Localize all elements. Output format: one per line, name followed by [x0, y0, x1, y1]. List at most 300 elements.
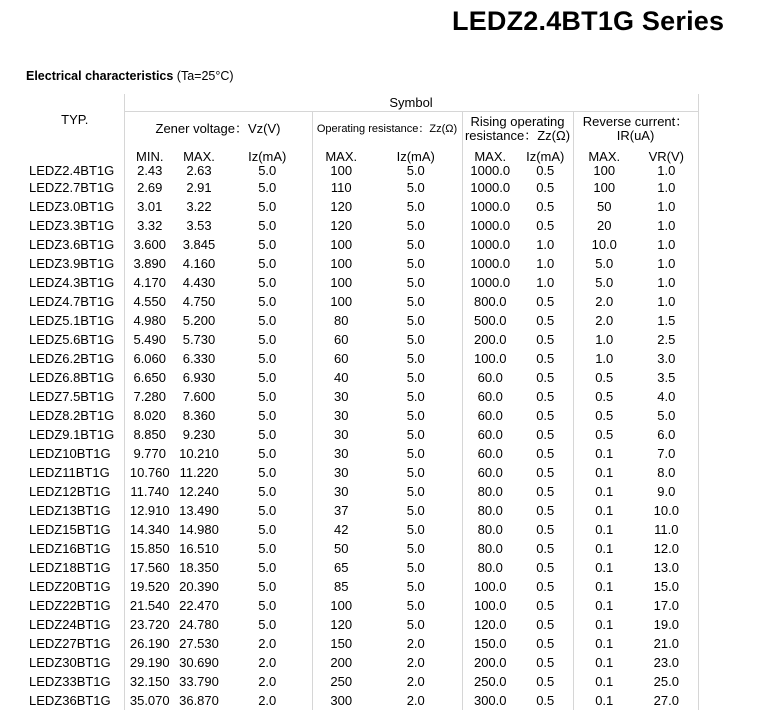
- cell-vz-max: 8.360: [182, 407, 216, 423]
- cell-vz-min: 9.770: [124, 444, 175, 463]
- cell-part-number: LEDZ3.3BT1G: [29, 217, 115, 233]
- cell-zz-max: 30: [312, 444, 370, 463]
- cell-vz-iz: 5.0: [258, 350, 277, 366]
- cell-vz-min: 26.190: [124, 634, 175, 653]
- cell-vz-max: 6.930: [182, 369, 216, 385]
- cell-rising-iz: 0.5: [536, 692, 555, 708]
- cell-vz-iz: 5.0: [258, 445, 277, 461]
- header-zener-voltage: Zener voltage：Vz(V): [124, 112, 312, 147]
- table-row: [26, 520, 698, 539]
- cell-vz-max: 2.91: [186, 179, 212, 195]
- cell-rising-zz-max: 80.0: [462, 558, 518, 577]
- cell-ir-max: 100: [573, 164, 635, 178]
- header-rising-operating-resistance: [462, 112, 573, 147]
- cell-vr: 25.0: [635, 672, 698, 691]
- cell-vr: 8.0: [635, 463, 698, 482]
- cell-zz-max: 100: [312, 292, 370, 311]
- cell-part-number: LEDZ5.6BT1G: [29, 331, 115, 347]
- cell-vz-min: 3.600: [124, 235, 175, 254]
- cell-zz-iz: 5.0: [406, 578, 425, 594]
- cell-rising-iz: 0.5: [536, 483, 555, 499]
- cell-vz-max: 18.350: [179, 559, 219, 575]
- cell-rising-iz: 0.5: [536, 673, 555, 689]
- cell-part-number: LEDZ22BT1G: [29, 597, 111, 613]
- cell-ir-max: 0.5: [573, 368, 635, 387]
- cell-vz-iz: 5.0: [258, 236, 277, 252]
- subheader-ir-max: MAX.: [573, 147, 635, 164]
- cell-vz-max: 22.470: [179, 597, 219, 613]
- cell-rising-iz: 0.5: [536, 464, 555, 480]
- cell-rising-iz: 0.5: [536, 445, 555, 461]
- cell-rising-iz: 0.5: [536, 312, 555, 328]
- cell-rising-zz-max: 80.0: [462, 501, 518, 520]
- cell-rising-iz: 0.5: [536, 293, 555, 309]
- cell-ir-max: 100: [573, 178, 635, 197]
- table-row: [26, 444, 698, 463]
- cell-zz-max: 200: [312, 653, 370, 672]
- table-row: [26, 577, 698, 596]
- cell-zz-iz: 5.0: [406, 483, 425, 499]
- cell-rising-iz: 1.0: [536, 255, 555, 271]
- cell-zz-max: 100: [312, 273, 370, 292]
- header-operating-resistance: Operating resistance：Zz(Ω): [312, 112, 462, 147]
- cell-rising-iz: 0.5: [536, 426, 555, 442]
- header-reverse-line2: IR(uA): [616, 128, 655, 144]
- header-typ: TYP.: [61, 112, 89, 128]
- cell-zz-iz: 5.0: [406, 236, 425, 252]
- cell-part-number: LEDZ4.7BT1G: [29, 293, 115, 309]
- table-row: [26, 330, 698, 349]
- cell-vz-max: 4.160: [182, 255, 216, 271]
- cell-rising-iz: 0.5: [536, 559, 555, 575]
- cell-vz-iz: 5.0: [258, 540, 277, 556]
- cell-rising-zz-max: 60.0: [462, 368, 518, 387]
- table-row: [26, 197, 698, 216]
- cell-part-number: LEDZ33BT1G: [29, 673, 111, 689]
- cell-ir-max: 2.0: [573, 311, 635, 330]
- cell-vz-iz: 5.0: [258, 616, 277, 632]
- cell-vz-min: 10.760: [124, 463, 175, 482]
- cell-vz-max: 27.530: [179, 635, 219, 651]
- cell-part-number: LEDZ27BT1G: [29, 635, 111, 651]
- cell-vz-max: 10.210: [179, 445, 219, 461]
- cell-zz-max: 110: [312, 178, 370, 197]
- cell-vz-iz: 5.0: [258, 521, 277, 537]
- cell-rising-zz-max: 1000.0: [462, 178, 518, 197]
- cell-vz-min: 4.170: [124, 273, 175, 292]
- cell-ir-max: 1.0: [573, 330, 635, 349]
- table-row: [26, 539, 698, 558]
- cell-vr: 4.0: [635, 387, 698, 406]
- cell-rising-zz-max: 80.0: [462, 520, 518, 539]
- cell-vz-iz: 5.0: [258, 255, 277, 271]
- header-rising-line1: Rising operating: [470, 114, 565, 130]
- cell-rising-zz-max: 200.0: [462, 330, 518, 349]
- cell-rising-zz-max: 150.0: [462, 634, 518, 653]
- cell-vr: 23.0: [635, 653, 698, 672]
- cell-vr: 12.0: [635, 539, 698, 558]
- cell-zz-max: 42: [312, 520, 370, 539]
- cell-zz-max: 50: [312, 539, 370, 558]
- cell-vz-min: 19.520: [124, 577, 175, 596]
- cell-vz-iz: 5.0: [258, 274, 277, 290]
- cell-zz-max: 300: [312, 691, 370, 710]
- cell-rising-zz-max: 1000.0: [462, 216, 518, 235]
- cell-vz-iz: 5.0: [258, 426, 277, 442]
- cell-vz-min: 23.720: [124, 615, 175, 634]
- characteristics-table-wrapper: [26, 94, 698, 710]
- cell-zz-max: 30: [312, 425, 370, 444]
- header-rising-line2: resistance：Zz(Ω): [464, 128, 571, 144]
- subheader-zz-max: MAX.: [312, 147, 370, 164]
- cell-part-number: LEDZ10BT1G: [29, 445, 111, 461]
- cell-part-number: LEDZ4.3BT1G: [29, 274, 115, 290]
- cell-vz-iz: 5.0: [258, 198, 277, 214]
- cell-zz-iz: 5.0: [406, 540, 425, 556]
- cell-ir-max: 0.1: [573, 634, 635, 653]
- cell-rising-zz-max: 60.0: [462, 406, 518, 425]
- cell-rising-zz-max: 60.0: [462, 444, 518, 463]
- cell-ir-max: 0.1: [573, 520, 635, 539]
- cell-ir-max: 0.1: [573, 463, 635, 482]
- cell-vz-min: 12.910: [124, 501, 175, 520]
- cell-ir-max: 0.1: [573, 501, 635, 520]
- cell-rising-iz: 0.5: [536, 635, 555, 651]
- table-row: [26, 672, 698, 691]
- cell-zz-iz: 5.0: [406, 179, 425, 195]
- table-row: [26, 292, 698, 311]
- cell-vz-min: 32.150: [124, 672, 175, 691]
- cell-zz-iz: 5.0: [406, 597, 425, 613]
- cell-rising-iz: 0.5: [536, 388, 555, 404]
- cell-vz-iz: 5.0: [258, 483, 277, 499]
- cell-zz-iz: 5.0: [406, 521, 425, 537]
- cell-part-number: LEDZ9.1BT1G: [29, 426, 115, 442]
- cell-zz-iz: 5.0: [406, 217, 425, 233]
- cell-vz-min: 2.69: [124, 178, 175, 197]
- cell-vz-min: 29.190: [124, 653, 175, 672]
- cell-part-number: LEDZ3.9BT1G: [29, 255, 115, 271]
- cell-rising-zz-max: 1000.0: [462, 235, 518, 254]
- cell-rising-zz-max: 1000.0: [462, 164, 518, 178]
- cell-vz-min: 2.43: [124, 164, 175, 178]
- cell-zz-iz: 5.0: [406, 312, 425, 328]
- cell-zz-max: 120: [312, 615, 370, 634]
- table-row: [26, 216, 698, 235]
- cell-vz-min: 11.740: [124, 482, 175, 501]
- cell-part-number: LEDZ11BT1G: [29, 464, 110, 480]
- table-row: [26, 634, 698, 653]
- electrical-characteristics-table: [26, 94, 699, 710]
- cell-part-number: LEDZ24BT1G: [29, 616, 111, 632]
- cell-vz-min: 3.01: [124, 197, 175, 216]
- cell-vz-min: 15.850: [124, 539, 175, 558]
- cell-zz-max: 30: [312, 406, 370, 425]
- cell-rising-iz: 0.5: [536, 407, 555, 423]
- table-row: [26, 501, 698, 520]
- cell-vr: 1.0: [635, 216, 698, 235]
- cell-vz-iz: 5.0: [258, 502, 277, 518]
- cell-rising-zz-max: 100.0: [462, 577, 518, 596]
- cell-ir-max: 0.5: [573, 387, 635, 406]
- cell-part-number: LEDZ15BT1G: [29, 521, 111, 537]
- cell-part-number: LEDZ16BT1G: [29, 540, 111, 556]
- cell-vz-max: 9.230: [182, 426, 216, 442]
- cell-rising-iz: 0.5: [536, 350, 555, 366]
- cell-rising-zz-max: 100.0: [462, 596, 518, 615]
- cell-vz-iz: 5.0: [258, 578, 277, 594]
- cell-zz-iz: 5.0: [406, 198, 425, 214]
- cell-zz-max: 250: [312, 672, 370, 691]
- section-title: [26, 69, 234, 83]
- cell-zz-iz: 5.0: [406, 369, 425, 385]
- cell-part-number: LEDZ18BT1G: [29, 559, 111, 575]
- cell-rising-iz: 0.5: [536, 616, 555, 632]
- cell-vz-min: 6.060: [124, 349, 175, 368]
- cell-vz-min: 3.32: [124, 216, 175, 235]
- cell-rising-zz-max: 80.0: [462, 482, 518, 501]
- cell-rising-iz: 0.5: [536, 540, 555, 556]
- page-title: LEDZ2.4BT1G Series: [452, 6, 725, 36]
- cell-vr: 1.0: [635, 197, 698, 216]
- cell-vz-max: 7.600: [182, 388, 216, 404]
- cell-zz-max: 30: [312, 387, 370, 406]
- cell-part-number: LEDZ2.4BT1G: [29, 162, 115, 178]
- cell-part-number: LEDZ20BT1G: [29, 578, 111, 594]
- cell-part-number: LEDZ12BT1G: [29, 483, 111, 499]
- cell-zz-max: 65: [312, 558, 370, 577]
- cell-vr: 1.0: [635, 254, 698, 273]
- cell-vz-max: 6.330: [182, 350, 216, 366]
- cell-vr: 27.0: [635, 691, 698, 710]
- subheader-vz-max: MAX.: [183, 148, 215, 164]
- cell-vz-max: 13.490: [179, 502, 219, 518]
- cell-vz-max: 20.390: [179, 578, 219, 594]
- table-row: [26, 558, 698, 577]
- cell-part-number: LEDZ6.2BT1G: [29, 350, 115, 366]
- table-row: [26, 235, 698, 254]
- cell-zz-max: 85: [312, 577, 370, 596]
- cell-vz-iz: 5.0: [258, 162, 277, 178]
- cell-rising-zz-max: 60.0: [462, 463, 518, 482]
- cell-rising-zz-max: 200.0: [462, 653, 518, 672]
- cell-zz-max: 100: [312, 596, 370, 615]
- table-row: [26, 178, 698, 197]
- cell-rising-iz: 0.5: [536, 369, 555, 385]
- cell-rising-zz-max: 800.0: [462, 292, 518, 311]
- cell-vz-iz: 5.0: [258, 407, 277, 423]
- cell-ir-max: 1.0: [573, 349, 635, 368]
- section-title-label: Electrical characteristics: [26, 69, 174, 83]
- cell-vz-iz: 5.0: [258, 369, 277, 385]
- cell-rising-iz: 0.5: [536, 162, 555, 178]
- cell-vr: 1.0: [635, 273, 698, 292]
- table-row: [26, 653, 698, 672]
- cell-vz-max: 16.510: [179, 540, 219, 556]
- cell-vz-min: 6.650: [124, 368, 175, 387]
- cell-vz-iz: 2.0: [258, 635, 277, 651]
- cell-rising-zz-max: 100.0: [462, 349, 518, 368]
- cell-vr: 5.0: [635, 406, 698, 425]
- cell-ir-max: 0.1: [573, 539, 635, 558]
- cell-rising-zz-max: 1000.0: [462, 273, 518, 292]
- header-reverse-current: [573, 112, 698, 147]
- subheader-rising-max: MAX.: [462, 147, 518, 164]
- cell-zz-max: 30: [312, 463, 370, 482]
- cell-vr: 11.0: [635, 520, 698, 539]
- cell-zz-iz: 2.0: [406, 673, 425, 689]
- cell-part-number: LEDZ30BT1G: [29, 654, 111, 670]
- cell-zz-iz: 5.0: [406, 502, 425, 518]
- cell-vz-iz: 5.0: [258, 293, 277, 309]
- cell-ir-max: 10.0: [573, 235, 635, 254]
- cell-vz-min: 3.890: [124, 254, 175, 273]
- cell-part-number: LEDZ6.8BT1G: [29, 369, 115, 385]
- cell-zz-max: 120: [312, 216, 370, 235]
- cell-part-number: LEDZ3.6BT1G: [29, 236, 115, 252]
- cell-rising-zz-max: 60.0: [462, 425, 518, 444]
- cell-rising-iz: 0.5: [536, 331, 555, 347]
- cell-zz-max: 40: [312, 368, 370, 387]
- cell-zz-iz: 5.0: [406, 293, 425, 309]
- cell-zz-max: 30: [312, 482, 370, 501]
- subheader-row: [26, 147, 698, 164]
- cell-ir-max: 0.5: [573, 406, 635, 425]
- table-row: [26, 463, 698, 482]
- cell-ir-max: 0.1: [573, 482, 635, 501]
- cell-vr: 15.0: [635, 577, 698, 596]
- cell-vz-iz: 2.0: [258, 673, 277, 689]
- cell-vr: 1.0: [635, 178, 698, 197]
- table-row: [26, 349, 698, 368]
- table-row: [26, 311, 698, 330]
- cell-vz-iz: 5.0: [258, 312, 277, 328]
- cell-rising-iz: 0.5: [536, 654, 555, 670]
- cell-vz-max: 5.730: [182, 331, 216, 347]
- cell-part-number: LEDZ13BT1G: [29, 502, 111, 518]
- cell-rising-iz: 0.5: [536, 217, 555, 233]
- cell-zz-max: 100: [312, 164, 370, 178]
- cell-vr: 3.5: [635, 368, 698, 387]
- cell-vz-max: 11.220: [179, 464, 219, 480]
- cell-vz-max: 5.200: [182, 312, 216, 328]
- cell-zz-iz: 5.0: [406, 162, 425, 178]
- cell-vz-min: 4.550: [124, 292, 175, 311]
- cell-vz-min: 4.980: [124, 311, 175, 330]
- cell-zz-max: 60: [312, 330, 370, 349]
- cell-rising-iz: 0.5: [536, 597, 555, 613]
- cell-zz-iz: 2.0: [406, 692, 425, 708]
- cell-ir-max: 0.5: [573, 425, 635, 444]
- cell-zz-max: 80: [312, 311, 370, 330]
- cell-zz-max: 37: [312, 501, 370, 520]
- cell-vz-min: 8.850: [124, 425, 175, 444]
- cell-ir-max: 0.1: [573, 577, 635, 596]
- cell-vz-max: 4.430: [182, 274, 216, 290]
- table-row: [26, 387, 698, 406]
- subheader-zz-iz: Iz(mA): [396, 148, 435, 164]
- subheader-vz-min: MIN.: [124, 147, 175, 164]
- subheader-vz-iz: Iz(mA): [248, 148, 287, 164]
- cell-rising-iz: 0.5: [536, 198, 555, 214]
- cell-vz-max: 30.690: [179, 654, 219, 670]
- cell-zz-iz: 5.0: [406, 350, 425, 366]
- cell-part-number: LEDZ2.7BT1G: [29, 179, 115, 195]
- table-row: [26, 164, 698, 178]
- cell-ir-max: 50: [573, 197, 635, 216]
- table-row: [26, 406, 698, 425]
- cell-vz-iz: 5.0: [258, 464, 277, 480]
- cell-ir-max: 0.1: [573, 691, 635, 710]
- cell-vz-max: 2.63: [186, 162, 212, 178]
- cell-zz-iz: 2.0: [406, 635, 425, 651]
- cell-ir-max: 0.1: [573, 672, 635, 691]
- cell-vr: 9.0: [635, 482, 698, 501]
- cell-vr: 10.0: [635, 501, 698, 520]
- table-row: [26, 482, 698, 501]
- cell-part-number: LEDZ3.0BT1G: [29, 198, 115, 214]
- cell-rising-zz-max: 80.0: [462, 539, 518, 558]
- cell-part-number: LEDZ36BT1G: [29, 692, 111, 708]
- cell-rising-zz-max: 120.0: [462, 615, 518, 634]
- cell-vr: 21.0: [635, 634, 698, 653]
- cell-vz-iz: 5.0: [258, 388, 277, 404]
- cell-vz-iz: 5.0: [258, 179, 277, 195]
- cell-vr: 17.0: [635, 596, 698, 615]
- cell-ir-max: 0.1: [573, 558, 635, 577]
- subheader-vr: VR(V): [635, 147, 698, 164]
- table-row: [26, 254, 698, 273]
- cell-zz-max: 100: [312, 235, 370, 254]
- cell-zz-max: 60: [312, 349, 370, 368]
- table-row: [26, 691, 698, 710]
- cell-vz-min: 8.020: [124, 406, 175, 425]
- cell-vz-max: 14.980: [179, 521, 219, 537]
- cell-ir-max: 5.0: [573, 254, 635, 273]
- cell-ir-max: 2.0: [573, 292, 635, 311]
- cell-vz-iz: 2.0: [258, 654, 277, 670]
- cell-vz-max: 3.22: [186, 198, 212, 214]
- table-row: [26, 425, 698, 444]
- cell-zz-iz: 5.0: [406, 388, 425, 404]
- table-row: [26, 596, 698, 615]
- header-reverse-line1: Reverse current：: [582, 114, 689, 130]
- cell-vz-iz: 5.0: [258, 559, 277, 575]
- cell-rising-zz-max: 1000.0: [462, 254, 518, 273]
- cell-vr: 6.0: [635, 425, 698, 444]
- cell-vz-max: 33.790: [179, 673, 219, 689]
- cell-rising-zz-max: 250.0: [462, 672, 518, 691]
- cell-rising-iz: 1.0: [536, 274, 555, 290]
- section-title-condition: (Ta=25°C): [173, 69, 234, 83]
- table-body: [26, 164, 698, 710]
- cell-vz-max: 36.870: [179, 692, 219, 708]
- cell-zz-max: 150: [312, 634, 370, 653]
- cell-vz-max: 3.845: [182, 236, 216, 252]
- cell-ir-max: 5.0: [573, 273, 635, 292]
- cell-zz-iz: 5.0: [406, 426, 425, 442]
- cell-vz-max: 3.53: [186, 217, 212, 233]
- cell-part-number: LEDZ5.1BT1G: [29, 312, 115, 328]
- cell-rising-iz: 1.0: [536, 236, 555, 252]
- cell-zz-iz: 5.0: [406, 464, 425, 480]
- subheader-blank: [26, 147, 124, 164]
- cell-vz-iz: 5.0: [258, 217, 277, 233]
- cell-vr: 13.0: [635, 558, 698, 577]
- cell-vz-min: 14.340: [124, 520, 175, 539]
- cell-rising-iz: 0.5: [536, 179, 555, 195]
- cell-zz-iz: 5.0: [406, 445, 425, 461]
